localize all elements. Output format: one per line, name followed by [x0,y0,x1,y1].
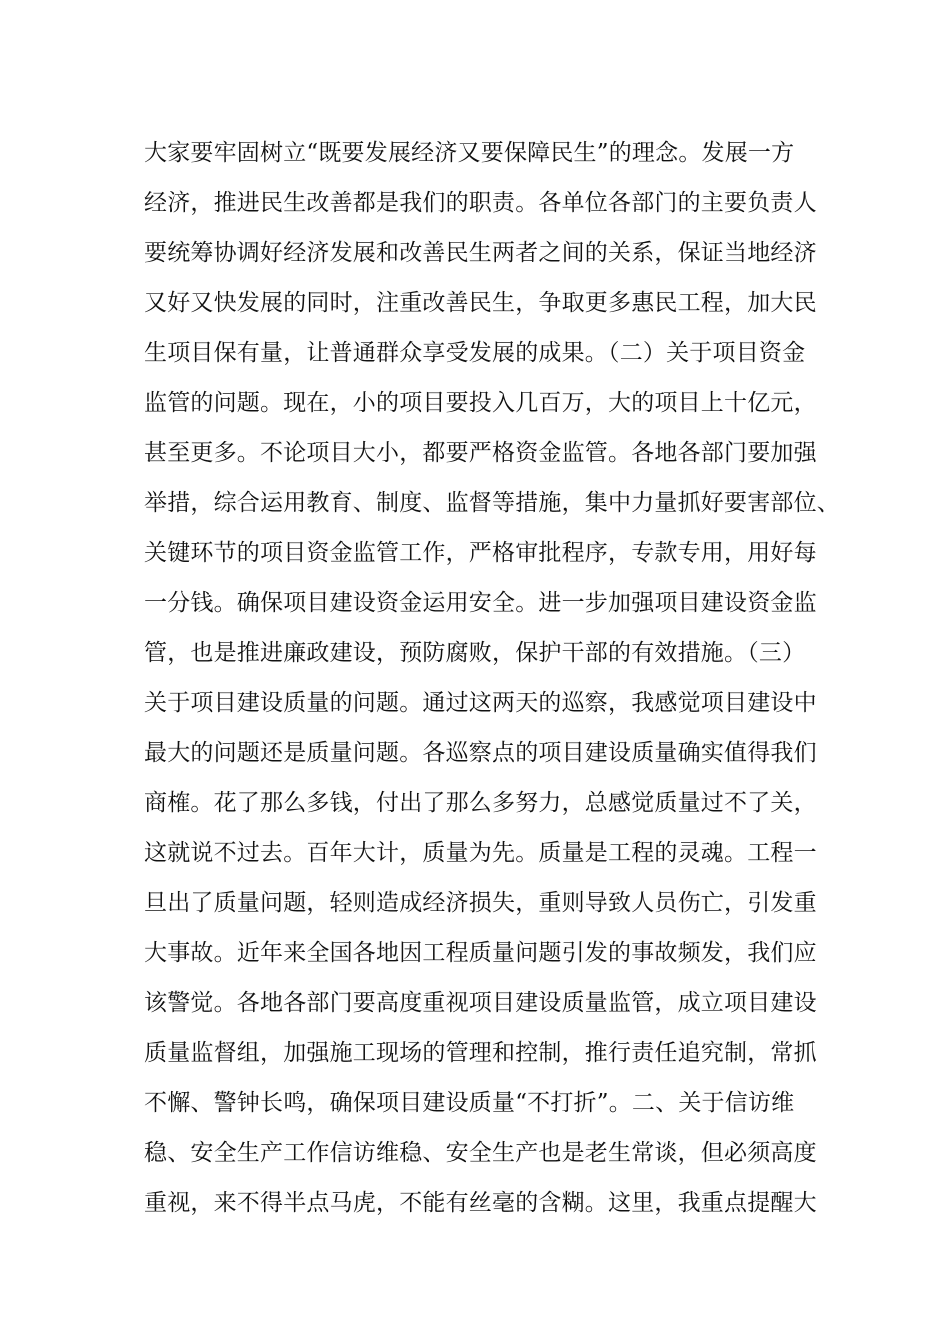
text-line: 关于项目建设质量的问题。通过这两天的巡察，我感觉项目建设中 [144,690,817,716]
body-text [144,128,844,1228]
text-line: 生项目保有量，让普通群众享受发展的成果。（二）关于项目资金 [144,340,806,366]
text-line: 商榷。花了那么多钱，付出了那么多努力，总感觉质量过不了关， [144,790,817,816]
text-line: 这就说不过去。百年大计，质量为先。质量是工程的灵魂。工程一 [144,840,817,866]
text-line: 重视，来不得半点马虎，不能有丝毫的含糊。这里，我重点提醒大 [144,1190,817,1216]
text-line: 甚至更多。不论项目大小，都要严格资金监管。各地各部门要加强 [144,440,817,466]
text-line: 经济，推进民生改善都是我们的职责。各单位各部门的主要负责人 [144,190,817,216]
text-line: 稳、安全生产工作信访维稳、安全生产也是老生常谈，但必须高度 [144,1140,817,1166]
text-line: 大事故。近年来全国各地因工程质量问题引发的事故频发，我们应 [144,940,817,966]
text-line: 关键环节的项目资金监管工作，严格审批程序，专款专用，用好每 [144,540,817,566]
text-line: 监管的问题。现在，小的项目要投入几百万，大的项目上十亿元， [144,390,817,416]
text-line: 一分钱。确保项目建设资金运用安全。进一步加强项目建设资金监 [144,590,817,616]
text-line: 旦出了质量问题，轻则造成经济损失，重则导致人员伤亡，引发重 [144,890,817,916]
text-line: 又好又快发展的同时，注重改善民生，争取更多惠民工程，加大民 [144,290,817,316]
text-line: 大家要牢固树立“既要发展经济又要保障民生”的理念。发展一方 [144,140,795,166]
text-line: 举措，综合运用教育、制度、监督等措施，集中力量抓好要害部位、 [144,490,840,516]
text-line: 该警觉。各地各部门要高度重视项目建设质量监管，成立项目建设 [144,990,817,1016]
text-line: 质量监督组，加强施工现场的管理和控制，推行责任追究制，常抓 [144,1040,817,1066]
text-line: 要统筹协调好经济发展和改善民生两者之间的关系，保证当地经济 [144,240,817,266]
text-line: 最大的问题还是质量问题。各巡察点的项目建设质量确实值得我们 [144,740,817,766]
text-line: 不懈、警钟长鸣，确保项目建设质量“不打折”。二、关于信访维 [144,1090,795,1116]
text-line: 管，也是推进廉政建设，预防腐败，保护干部的有效措施。（三） [144,640,806,666]
